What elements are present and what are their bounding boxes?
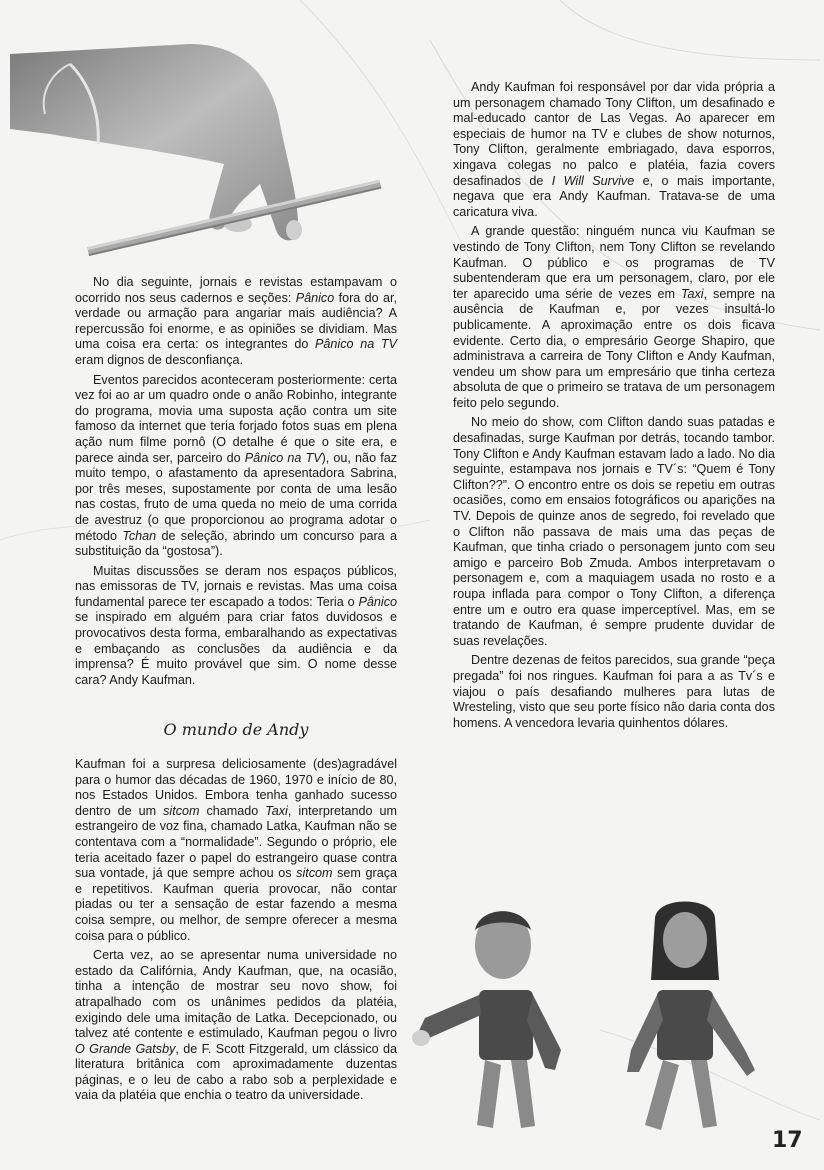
paragraph: Kaufman foi a surpresa deliciosamente (des)agradável para o humor das décadas de 1960, 1970 e início de 80, nos Estados Unidos. Embora tenha ganhado sucesso dentro de um sitcom chamado Taxi, interpretando um estrangeiro de voz fina, chamado Latka, Kaufman não se contentava com a “normalidade”. Segundo o próprio, ele teria aceitado fazer o papel do estrangeiro quase contra sua vontade, já que sempre achou os sitcom sem graça e repetitivos. Kaufman queria provocar, não contar piadas ou ter a sensação de estar fazendo a mesma coisa sempre, ou melhor, de sempre oferecer a mesma coisa para o público. <box>75 757 397 943</box>
hand-with-pencil-illustration <box>10 44 390 259</box>
paragraph: Muitas discussões se deram nos espaços públicos, nas emissoras de TV, jornais e revistas. Mas uma coisa fundamental parece ter escapado a todos: Teria o Pânico se inspirado em alguém para criar fatos duvidosos e provocativos desta forma, embaralhando as expectativas e embaçando as conclusões da audiência e da imprensa? É muito provável que sim. O nome desse cara? Andy Kaufman. <box>75 563 397 687</box>
section-subheading: O mundo de Andy <box>163 720 309 739</box>
left-column-bottom <box>75 757 397 1108</box>
italic-title: sitcom <box>296 866 333 881</box>
italic-title: Tchan <box>122 528 157 543</box>
paragraph: Dentre dezenas de feitos parecidos, sua grande “peça pregada” foi nos ringues. Kaufman foi para a as Tv´s e viajou o país desafiando mulheres para lutas de Wresteling, visto que seu porte físico não daria conta dos homens. A vencedora levaria quinhentos dólares. <box>453 653 775 730</box>
page-number: 17 <box>772 1128 803 1153</box>
italic-title: Taxi <box>265 803 288 818</box>
italic-title: Pânico na TV <box>244 450 322 465</box>
italic-title: I Will Survive <box>551 173 635 188</box>
paragraph: No dia seguinte, jornais e revistas estampavam o ocorrido nos seus cadernos e seções: Pânico fora do ar, verdade ou armação para angariar mais audiência? A repercussão foi enorme, e as opiniões se dividiam. Mas uma coisa era certa: os integrantes do Pânico na TV eram dignos de desconfiança. <box>75 275 397 367</box>
italic-title: sitcom <box>163 803 200 818</box>
italic-title: Pânico <box>295 290 335 305</box>
paragraph: No meio do show, com Clifton dando suas patadas e desafinadas, surge Kaufman por detrás, tocando tambor. Tony Clifton e Andy Kaufman estavam lado a lado. No dia seguinte, estampava nos jornais e TV´s: “Quem é Tony Clifton??”. O encontro entre os dois se repetiu em outras ocasiões, como em ensaios fotográficos ou aparições na TV. Depois de quinze anos de segredo, foi revelado que o Clifton não passava de mais uma das peças de Kaufman, que tinha criado o personagem junto com seu amigo e parceiro Bob Zmuda. Ambos interpretavam o personagem e, com a maquiagem usada no rosto e a roupa inflada para compor o Tony Clifton, a diferença entre um e outro era quase imperceptível. Mas, em se tratando de Kaufman, é sempre prudente duvidar de suas revelações. <box>453 415 775 648</box>
italic-title: Pânico <box>358 594 397 609</box>
italic-title: Pânico na TV <box>315 337 397 352</box>
male-toy-figure <box>412 911 561 1128</box>
paragraph: Eventos parecidos aconteceram posteriormente: certa vez foi ao ar um quadro onde o anão Robinho, integrante do programa, movia uma suposta ação contra um site famoso da internet que teria forjado fotos suas em plena ação num filme pornô (O detalhe é que o site era, e parece ainda ser, parceiro do Pânico na TV), ou, não faz muito tempo, o afastamento da apresentadora Sabrina, por três meses, supostamente por conta de uma lesão nas costas, fruto de uma queda no meio de uma corrida de avestruz (o que proporcionou ao programa adotar o método Tchan de seleção, abrindo um concurso para a substituição da “gostosa”). <box>75 372 397 559</box>
italic-title: O Grande Gatsby <box>75 1041 176 1056</box>
paragraph: A grande questão: ninguém nunca viu Kaufman se vestindo de Tony Clifton, nem Tony Clifton se revelando Kaufman. O público e os programas de TV subentenderam que era um personagem, claro, por ele ter aparecido uma série de vezes em Taxi, sempre na ausência de Kaufman e, por vezes insultá-lo publicamente. A aproximação entre os dois ficava evidente. Certo dia, o empresário George Shapiro, que administrava a carreira de Tony Clifton e Andy Kaufman, vendeu um show para um empresário que tinha certeza absoluta de que o primeiro se tratava de um personagem feito pelo segundo. <box>453 224 776 410</box>
female-toy-figure <box>627 902 755 1131</box>
left-column-top <box>75 275 397 692</box>
italic-title: Taxi <box>680 286 704 301</box>
toy-figures-illustration <box>395 900 785 1140</box>
paragraph: Andy Kaufman foi responsável por dar vida própria a um personagem chamado Tony Clifton, um desafinado e mal-educado cantor de Las Vegas. Ao aparecer em especiais de humor na TV e clubes de show noturnos, Tony Clifton, geralmente embriagado, dava esporros, xingava colegas no palco e platéia, fazia covers desafinados de I Will Survive e, o mais importante, negava que era Andy Kaufman. Tratava-se de uma caricatura viva. <box>453 80 775 219</box>
paragraph: Certa vez, ao se apresentar numa universidade no estado da Califórnia, Andy Kaufman, que, na ocasião, tinha a intenção de mostrar seu novo show, foi atrapalhado com os unânimes pedidos da platéia, exigindo dele uma imitação de Latka. Decepcionado, ou talvez até contente e estimulado, Kaufman pegou o livro O Grande Gatsby, de F. Scott Fitzgerald, um clássico da literatura britânica com aproximadamente duzentas páginas, e o leu de cabo a rabo sob a perplexidade e vaia da platéia que enchia o teatro da universidade. <box>75 948 397 1103</box>
right-column <box>453 80 775 735</box>
